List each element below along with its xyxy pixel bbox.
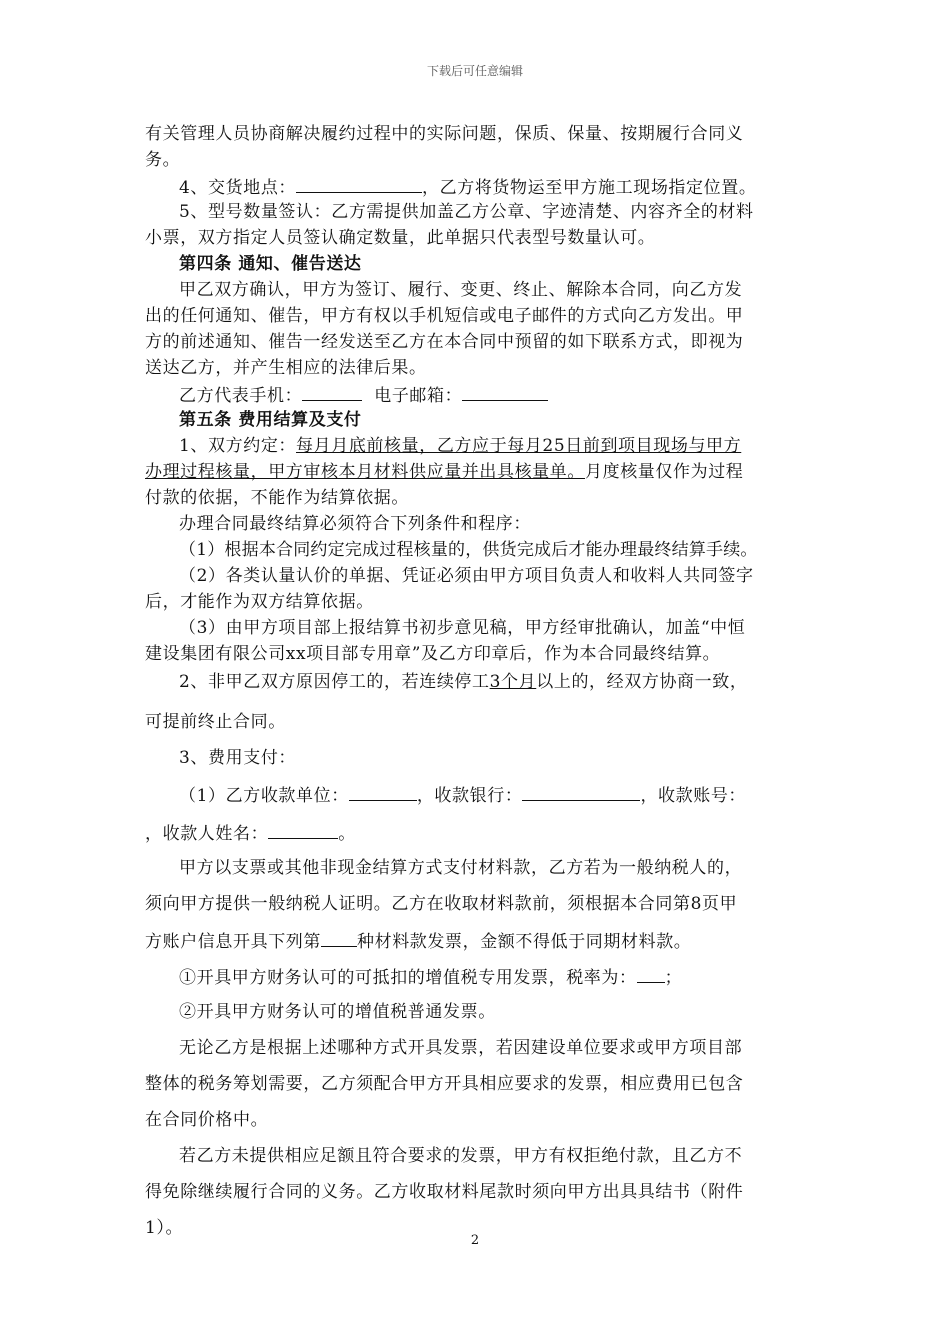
contact-line: 乙方代表手机： 电子邮箱：	[179, 382, 548, 408]
text-line: 方账户信息开具下列第 种材料款发票，金额不得低于同期材料款。	[145, 928, 691, 954]
text-line: 1、双方约定：每月月底前核量，乙方应于每月25日前到项目现场与甲方	[179, 436, 742, 456]
text-line: ②开具甲方财务认可的增值税普通发票。	[179, 1002, 496, 1022]
text-line: 出的任何通知、催告，甲方有权以手机短信或电子邮件的方式向乙方发出。甲	[145, 306, 744, 326]
text-line: 可提前终止合同。	[145, 712, 286, 732]
text-line: 送达乙方，并产生相应的法律后果。	[145, 358, 427, 378]
phone-blank	[302, 382, 362, 401]
text-line: 3、费用支付：	[179, 748, 297, 768]
text-line: 建设集团有限公司xx项目部专用章”及乙方印章后，作为本合同最终结算。	[145, 644, 721, 664]
text-line: 得免除继续履行合同的义务。乙方收取材料尾款时须向甲方出具具结书（附件	[145, 1182, 744, 1202]
text-line: 若乙方未提供相应足额且符合要求的发票，甲方有权拒绝付款，且乙方不	[179, 1146, 743, 1166]
payee-name-line: ，收款人姓名： 。	[145, 820, 356, 846]
text-line: 务。	[145, 150, 181, 170]
bank-blank	[522, 782, 640, 801]
text-line: 无论乙方是根据上述哪种方式开具发票，若因建设单位要求或甲方项目部	[179, 1038, 743, 1058]
text-line: ①开具甲方财务认可的可抵扣的增值税专用发票，税率为： ；	[179, 964, 682, 990]
text-line: （2）各类认量认价的单据、凭证必须由甲方项目负责人和收料人共同签字	[179, 566, 754, 586]
section-heading: 第四条 通知、催告送达	[179, 254, 362, 274]
text-line: 办理过程核量，甲方审核本月材料供应量并出具核量单。月度核量仅作为过程	[145, 462, 744, 482]
page-number: 2	[470, 1233, 480, 1248]
text-line: （1）根据本合同约定完成过程核量的，供货完成后才能办理最终结算手续。	[179, 540, 758, 560]
text-line: 5、型号数量签认：乙方需提供加盖乙方公章、字迹清楚、内容齐全的材料	[179, 202, 754, 222]
text-line: （3）由甲方项目部上报结算书初步意见稿，甲方经审批确认，加盖“中恒	[179, 618, 746, 638]
text-line: 1）。	[145, 1218, 184, 1238]
tax-rate-blank	[637, 964, 665, 983]
text-line: 2、非甲乙双方原因停工的，若连续停工3个月以上的，经双方协商一致，	[179, 672, 748, 692]
page-header: 下载后可任意编辑	[426, 64, 523, 78]
text-line: 甲乙双方确认，甲方为签订、履行、变更、终止、解除本合同，向乙方发	[179, 280, 743, 300]
text-line: 须向甲方提供一般纳税人证明。乙方在收取材料款前，须根据本合同第8页甲	[145, 894, 738, 914]
text-line: 整体的税务筹划需要，乙方须配合甲方开具相应要求的发票，相应费用已包含	[145, 1074, 744, 1094]
text-line: 小票，双方指定人员签认确定数量，此单据只代表型号数量认可。	[145, 228, 656, 248]
invoice-type-blank	[321, 928, 357, 947]
email-blank	[462, 382, 548, 401]
text-line: 甲方以支票或其他非现金结算方式支付材料款，乙方若为一般纳税人的，	[179, 858, 743, 878]
text-line: 方的前述通知、催告一经发送至乙方在本合同中预留的如下联系方式，即视为	[145, 332, 744, 352]
text-line: 办理合同最终结算必须符合下列条件和程序：	[179, 514, 531, 534]
delivery-location-blank	[296, 174, 422, 193]
section-heading: 第五条 费用结算及支付	[179, 410, 362, 430]
text-line: 在合同价格中。	[145, 1110, 269, 1130]
payee-name-blank	[268, 820, 338, 839]
delivery-location-line: 4、交货地点： ，乙方将货物运至甲方施工现场指定位置。	[179, 174, 756, 200]
payee-line: （1）乙方收款单位： ，收款银行： ，收款账号：	[179, 782, 746, 808]
text-line: 付款的依据，不能作为结算依据。	[145, 488, 409, 508]
text-line: 有关管理人员协商解决履约过程中的实际问题，保质、保量、按期履行合同义	[145, 124, 744, 144]
payee-unit-blank	[349, 782, 417, 801]
text-line: 后，才能作为双方结算依据。	[145, 592, 374, 612]
